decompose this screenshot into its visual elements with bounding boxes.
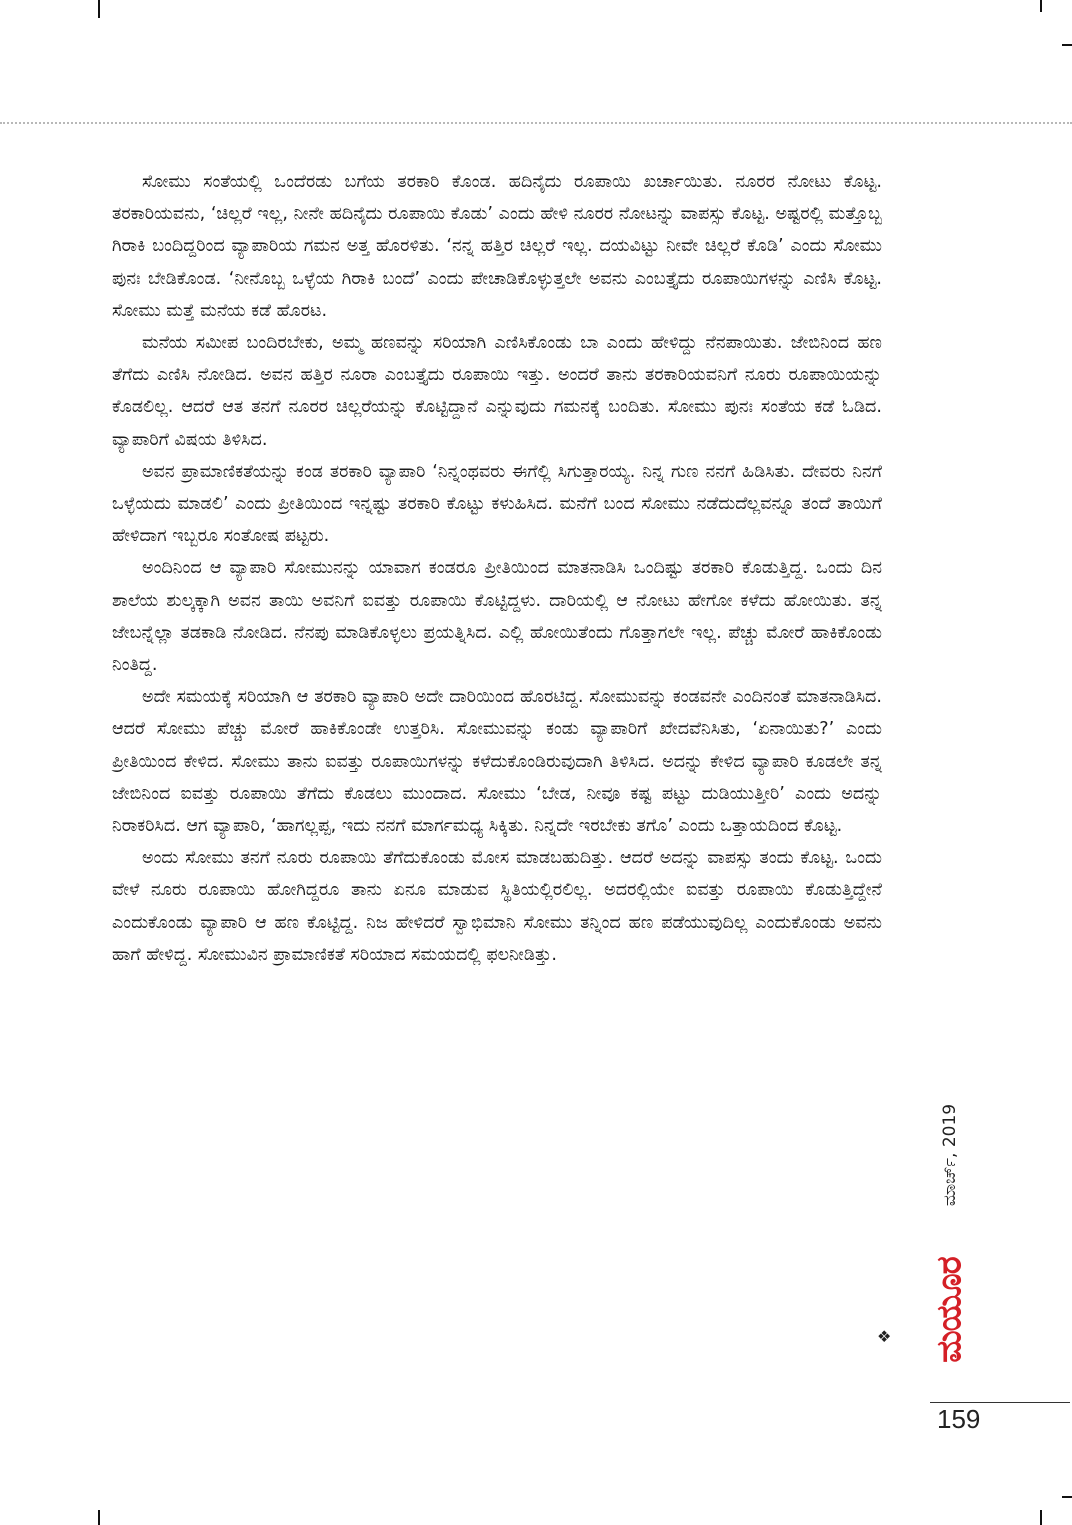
header-dotted-rule bbox=[0, 122, 1072, 124]
crop-mark-top-right bbox=[1040, 0, 1042, 12]
article-paragraph-5: ಅದೇ ಸಮಯಕ್ಕೆ ಸರಿಯಾಗಿ ಆ ತರಕಾರಿ ವ್ಯಾಪಾರಿ ಅದೇ ದಾರಿಯಿಂದ ಹೊರಟಿದ್ದ. ಸೋಮುವನ್ನು ಕಂಡವನೇ ಎಂದಿನಂತೆ ಮಾತನಾಡಿಸಿದ. ಆದರೆ ಸೋಮು ಪೆಚ್ಚು ಮೋರೆ ಹಾಕಿಕೊಂಡೇ ಉತ್ತರಿಸಿ. ಸೋಮುವನ್ನು ಕಂಡು ವ್ಯಾಪಾರಿಗೆ ಖೇದವೆನಿಸಿತು, ‘ಏನಾಯಿತು?’ ಎಂದು ಪ್ರೀತಿಯಿಂದ ಕೇಳಿದ. ಸೋಮು ತಾನು ಐವತ್ತು ರೂಪಾಯಿಗಳನ್ನು ಕಳೆದುಕೊಂಡಿರುವುದಾಗಿ ತಿಳಿಸಿದ. ಅದನ್ನು ಕೇಳಿದ ವ್ಯಾಪಾರಿ ಕೂಡಲೇ ತನ್ನ ಜೇಬಿನಿಂದ ಐವತ್ತು ರೂಪಾಯಿ ತೆಗೆದು ಕೊಡಲು ಮುಂದಾದ. ಸೋಮು ‘ಬೇಡ, ನೀವೂ ಕಷ್ಟ ಪಟ್ಟು ದುಡಿಯುತ್ತೀರಿ’ ಎಂದು ಅದನ್ನು ನಿರಾಕರಿಸಿದ. ಆಗ ವ್ಯಾಪಾರಿ, ‘ಹಾಗಲ್ಲಪ್ಪ, ಇದು ನನಗೆ ಮಾರ್ಗಮಧ್ಯ ಸಿಕ್ಕಿತು. ನಿನ್ನದೇ ಇರಬೇಕು ತಗೊ’ ಎಂದು ಒತ್ತಾಯದಿಂದ ಕೊಟ್ಟ. bbox=[112, 687, 882, 837]
page-number-rule bbox=[930, 1402, 1070, 1403]
side-margin bbox=[930, 1080, 970, 1380]
crop-mark-bottom-left bbox=[98, 1510, 100, 1525]
magazine-logo bbox=[930, 1240, 970, 1380]
article-paragraph-6: ಅಂದು ಸೋಮು ತನಗೆ ನೂರು ರೂಪಾಯಿ ತೆಗೆದುಕೊಂಡು ಮೋಸ ಮಾಡಬಹುದಿತ್ತು. ಆದರೆ ಅದನ್ನು ವಾಪಸ್ಸು ತಂದು ಕೊಟ್ಟ. ಒಂದು ವೇಳೆ ನೂರು ರೂಪಾಯಿ ಹೋಗಿದ್ದರೂ ತಾನು ಏನೂ ಮಾಡುವ ಸ್ಥಿತಿಯಲ್ಲಿರಲಿಲ್ಲ. ಅದರಲ್ಲಿಯೇ ಐವತ್ತು ರೂಪಾಯಿ ಕೊಡುತ್ತಿದ್ದೇನೆ ಎಂದುಕೊಂಡು ವ್ಯಾಪಾರಿ ಆ ಹಣ ಕೊಟ್ಟಿದ್ದ. ನಿಜ ಹೇಳಿದರೆ ಸ್ವಾಭಿಮಾನಿ ಸೋಮು ತನ್ನಿಂದ ಹಣ ಪಡೆಯುವುದಿಲ್ಲ ಎಂದುಕೊಂಡು ಅವನು ಹಾಗೆ ಹೇಳಿದ್ದ. ಸೋಮುವಿನ ಪ್ರಾಮಾಣಿಕತೆ ಸರಿಯಾದ ಸಮಯದಲ್ಲಿ ಫಲನೀಡಿತ್ತು. bbox=[112, 848, 882, 965]
crop-mark-bottom-right bbox=[1040, 1510, 1042, 1525]
issue-date-vertical bbox=[930, 1080, 970, 1230]
issue-date-text: ಮಾರ್ಚ್, 2019 bbox=[940, 1103, 961, 1207]
crop-mark-top-left bbox=[98, 0, 100, 18]
article-paragraph-1: ಸೋಮು ಸಂತೆಯಲ್ಲಿ ಒಂದೆರಡು ಬಗೆಯ ತರಕಾರಿ ಕೊಂಡ. ಹದಿನೈದು ರೂಪಾಯಿ ಖರ್ಚಾಯಿತು. ನೂರರ ನೋಟು ಕೊಟ್ಟ. ತರಕಾರಿಯವನು, ‘ಚಿಲ್ಲರೆ ಇಲ್ಲ, ನೀನೇ ಹದಿನೈದು ರೂಪಾಯಿ ಕೊಡು’ ಎಂದು ಹೇಳಿ ನೂರರ ನೋಟನ್ನು ವಾಪಸ್ಸು ಕೊಟ್ಟ. ಅಷ್ಟರಲ್ಲಿ ಮತ್ತೊಬ್ಬ ಗಿರಾಕಿ ಬಂದಿದ್ದರಿಂದ ವ್ಯಾಪಾರಿಯ ಗಮನ ಅತ್ತ ಹೊರಳಿತು. ‘ನನ್ನ ಹತ್ತಿರ ಚಿಲ್ಲರೆ ಇಲ್ಲ. ದಯವಿಟ್ಟು ನೀವೇ ಚಿಲ್ಲರೆ ಕೊಡಿ’ ಎಂದು ಸೋಮು ಪುನಃ ಬೇಡಿಕೊಂಡ. ‘ನೀನೊಬ್ಬ ಒಳ್ಳೆಯ ಗಿರಾಕಿ ಬಂದೆ’ ಎಂದು ಪೇಚಾಡಿಕೊಳ್ಳುತ್ತಲೇ ಅವನು ಎಂಬತ್ತೈದು ರೂಪಾಯಿಗಳನ್ನು ಎಣಿಸಿ ಕೊಟ್ಟ. ಸೋಮು ಮತ್ತೆ ಮನೆಯ ಕಡೆ ಹೊರಟ. bbox=[112, 172, 882, 321]
article-paragraph-2: ಮನೆಯ ಸಮೀಪ ಬಂದಿರಬೇಕು, ಅಮ್ಮ ಹಣವನ್ನು ಸರಿಯಾಗಿ ಎಣಿಸಿಕೊಂಡು ಬಾ ಎಂದು ಹೇಳಿದ್ದು ನೆನಪಾಯಿತು. ಜೇಬಿನಿಂದ ಹಣ ತೆಗೆದು ಎಣಿಸಿ ನೋಡಿದ. ಅವನ ಹತ್ತಿರ ನೂರಾ ಎಂಬತ್ತೈದು ರೂಪಾಯಿ ಇತ್ತು. ಅಂದರೆ ತಾನು ತರಕಾರಿಯವನಿಗೆ ನೂರು ರೂಪಾಯಿಯನ್ನು ಕೊಡಲಿಲ್ಲ. ಆದರೆ ಆತ ತನಗೆ ನೂರರ ಚಿಲ್ಲರೆಯನ್ನು ಕೊಟ್ಟಿದ್ದಾನೆ ಎನ್ನುವುದು ಗಮನಕ್ಕೆ ಬಂದಿತು. ಸೋಮು ಪುನಃ ಸಂತೆಯ ಕಡೆ ಓಡಿದ. ವ್ಯಾಪಾರಿಗೆ ವಿಷಯ ತಿಳಿಸಿದ. bbox=[112, 333, 882, 450]
article-paragraph-4: ಅಂದಿನಿಂದ ಆ ವ್ಯಾಪಾರಿ ಸೋಮುನನ್ನು ಯಾವಾಗ ಕಂಡರೂ ಪ್ರೀತಿಯಿಂದ ಮಾತನಾಡಿಸಿ ಒಂದಿಷ್ಟು ತರಕಾರಿ ಕೊಡುತ್ತಿದ್ದ. ಒಂದು ದಿನ ಶಾಲೆಯ ಶುಲ್ಕಕ್ಕಾಗಿ ಅವನ ತಾಯಿ ಅವನಿಗೆ ಐವತ್ತು ರೂಪಾಯಿ ಕೊಟ್ಟಿದ್ದಳು. ದಾರಿಯಲ್ಲಿ ಆ ನೋಟು ಹೇಗೋ ಕಳೆದು ಹೋಯಿತು. ತನ್ನ ಜೇಬನ್ನೆಲ್ಲಾ ತಡಕಾಡಿ ನೋಡಿದ. ನೆನಪು ಮಾಡಿಕೊಳ್ಳಲು ಪ್ರಯತ್ನಿಸಿದ. ಎಲ್ಲಿ ಹೋಯಿತೆಂದು ಗೊತ್ತಾಗಲೇ ಇಲ್ಲ. ಪೆಚ್ಚು ಮೋರೆ ಹಾಕಿಕೊಂಡು ನಿಂತಿದ್ದ. bbox=[112, 558, 882, 676]
crop-mark-right-bottom bbox=[1062, 1496, 1072, 1498]
article-body bbox=[112, 166, 882, 971]
magazine-logo-text: ಮಯೂರ bbox=[930, 1257, 970, 1363]
page-number: 159 bbox=[937, 1404, 981, 1434]
article-paragraph-3: ಅವನ ಪ್ರಾಮಾಣಿಕತೆಯನ್ನು ಕಂಡ ತರಕಾರಿ ವ್ಯಾಪಾರಿ ‘ನಿನ್ನಂಥವರು ಈಗೆಲ್ಲಿ ಸಿಗುತ್ತಾರಯ್ಯ. ನಿನ್ನ ಗುಣ ನನಗೆ ಹಿಡಿಸಿತು. ದೇವರು ನಿನಗೆ ಒಳ್ಳೆಯದು ಮಾಡಲಿ’ ಎಂದು ಪ್ರೀತಿಯಿಂದ ಇನ್ನಷ್ಟು ತರಕಾರಿ ಕೊಟ್ಟು ಕಳುಹಿಸಿದ. ಮನೆಗೆ ಬಂದ ಸೋಮು ನಡೆದುದೆಲ್ಲವನ್ನೂ ತಂದೆ ತಾಯಿಗೆ ಹೇಳಿದಾಗ ಇಬ್ಬರೂ ಸಂತೋಷ ಪಟ್ಟರು. bbox=[112, 461, 882, 547]
crop-mark-right-top bbox=[1062, 44, 1072, 46]
article-end-ornament: ❖ bbox=[877, 1327, 892, 1346]
